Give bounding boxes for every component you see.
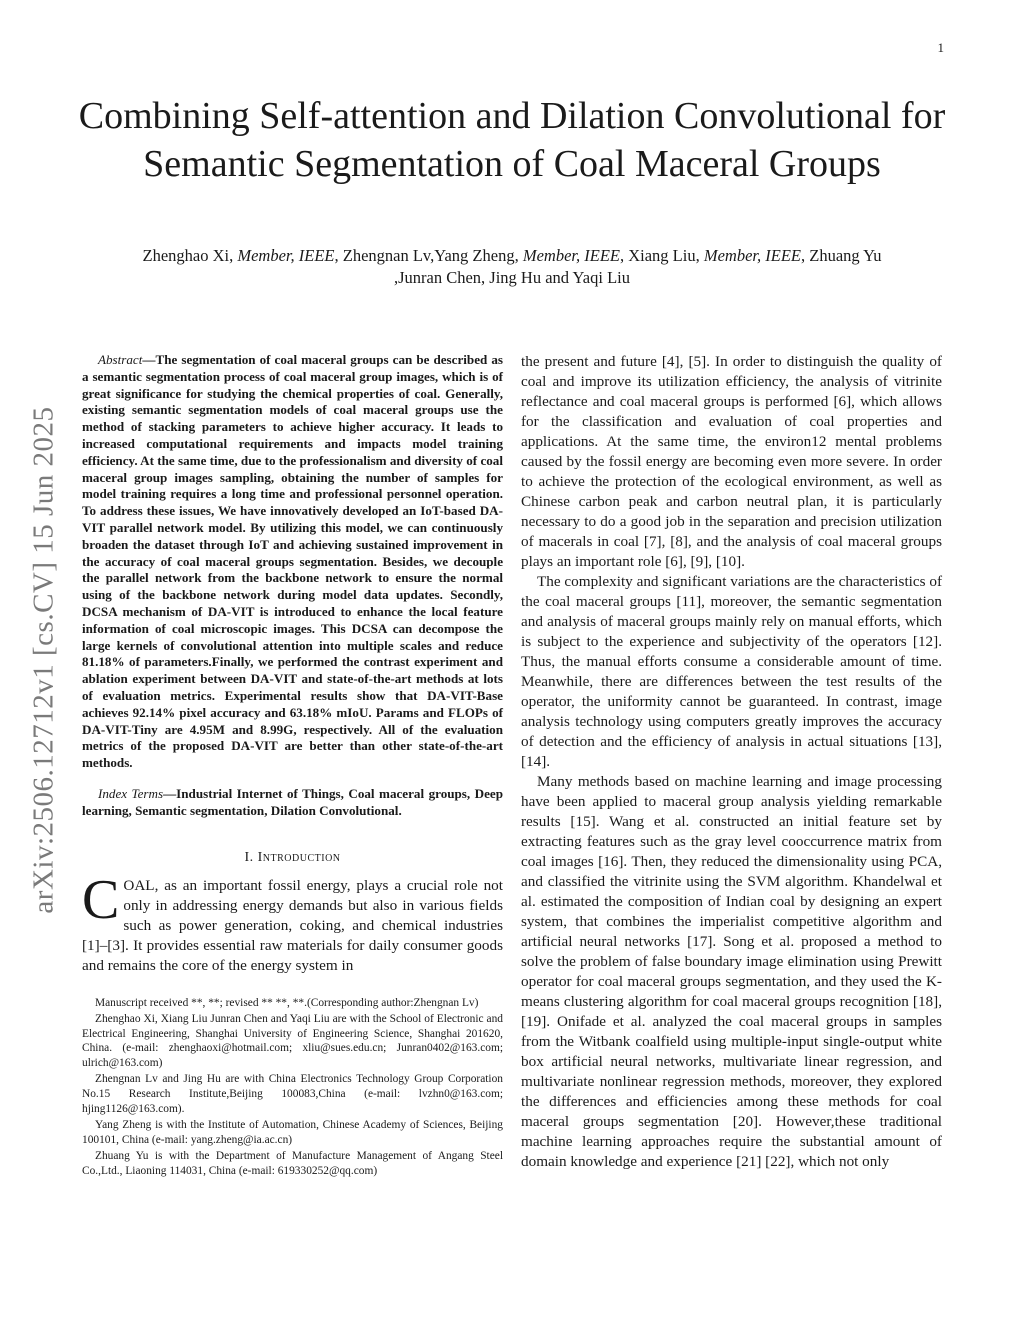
author-text: , Zhuang Yu: [801, 246, 882, 265]
left-column: [82, 352, 503, 1181]
author-text: , Zhengnan Lv,Yang Zheng,: [334, 246, 523, 265]
footnote-affiliation: Yang Zheng is with the Institute of Automation, Chinese Academy of Sciences, Beijing 100101, China (e-mail: yang.zheng@ia.ac.cn): [82, 1119, 503, 1146]
footnotes: [82, 996, 503, 1179]
author-line-1: [70, 245, 954, 267]
em-dash: —: [163, 785, 177, 801]
author-line-2: ,Junran Chen, Jing Hu and Yaqi Liu: [393, 268, 631, 287]
paper-title: Combining Self-attention and Dilation Convolutional for Semantic Segmentation of Coal Maceral Groups: [78, 95, 946, 185]
abstract-text: The segmentation of coal maceral groups can be described as a semantic segmentation process of coal maceral group images, which is of great significance for studying the chemical properties of coal. Generally, existing semantic segmentation models of coal maceral groups use the method of stacking parameters to achieve higher accuracy. It leads to increased computational requirements and impacts model training efficiency. At the same time, due to the professionalism and diversity of coal maceral group images sampling, obtaining the number of samples for model training requires a long time and professional personnel operation. To address these issues, We have innovatively developed an IoT-based DA-VIT parallel network model. By utilizing this model, we can continuously broaden the dataset through IoT and achieving sustained improvement in the accuracy of coal maceral groups segmentation. Besides, we decouple the parallel network from the backbone network to ensure the normal using of the backbone network during model data updates. Secondly, DCSA mechanism of DA-VIT is introduced to enhance the local feature information of coal microscopic images. This DCSA can decompose the large kernels of convolutional attention into multiple scales and reduce 81.18% of parameters.Finally, we performed the contrast experiment and ablation experiment between DA-VIT and state-of-the-art methods at lots of evaluation metrics. Experimental results show that DA-VIT-Base achieves 92.14% pixel accuracy and 63.18% mIoU. Params and FLOPs of DA-VIT-Tiny are 4.95M and 8.99G, respectively. All of the evaluation metrics of the proposed DA-VIT are better than other state-of-the-art methods.: [82, 352, 503, 771]
intro-paragraph: OAL, as an important fossil energy, plays a crucial role not only in addressing energy demands but also in various fields such as power generation, coking, and chemical industries [1]–[3]. It provides essential raw materials for daily consumer goods and remains the core of the energy system in: [82, 876, 503, 974]
page-number: 1: [937, 40, 944, 55]
footnote-affiliation: Zhenghao Xi, Xiang Liu Junran Chen and Yaqi Liu are with the School of Electronic and Electrical Engineering, Shanghai University of Engineering Science, Shanghai 201620, China. (e-mail: zhenghaoxi@hotmail.com; xliu@sues.edu.cn; Junran0402@163.com; ulrich@163.com): [82, 1013, 503, 1069]
index-terms-label: Index Terms: [98, 785, 164, 801]
section-number: I.: [244, 849, 258, 865]
footnote-affiliation: Zhengnan Lv and Jing Hu are with China Electronics Technology Group Corporation No.15 Research Institute,Beijing 100083,China (e-mail: lvzhn0@163.com; hjing1126@163.com).: [82, 1073, 503, 1115]
footnote-manuscript: Manuscript received **, **; revised ** **, **.(Corresponding author:Zhengnan Lv): [95, 996, 479, 1009]
body-paragraph: The complexity and significant variations are the characteristics of the coal maceral groups [11], moreover, the semantic segmentation and analysis of maceral groups mainly rely on manual efforts, which is subject to the experience and subjectivity of the operators [12]. Thus, the manual efforts consume a considerable amount of time. Meanwhile, there are differences between the test results of the operator, the uniformity cannot be guaranteed. In contrast, image analysis technology using computers greatly improves the accuracy of detection and the efficiency of analysis in actual situations [13], [14].: [521, 573, 942, 770]
membership: Member, IEEE: [703, 246, 801, 265]
author-list: [70, 245, 954, 289]
footnote-affiliation: Zhuang Yu is with the Department of Manufacture Management of Angang Steel Co.,Ltd., Liaoning 114031, China (e-mail: 619330252@qq.com): [82, 1150, 503, 1178]
body-paragraph: Many methods based on machine learning and image processing have been applied to maceral group analysis yielding remarkable results [15]. Wang et al. constructed an initial feature set by extracting features such as the gray level cooccurrence matrix from coal images [16]. Then, they reduced the dimensionality using PCA, and classified the vitrinite using the SVM algorithm. Khandelwal et al. estimated the composition of Indian coal by designing an expert system, that combines the imperialist competitive algorithm and artificial neural networks [17]. Song et al. proposed a method to solve the problem of false boundary image elimination using Prewitt operator for coal maceral groups segmentation, and they used the K-means clustering algorithm for coal maceral groups recognition [18], [19]. Onifade et al. analyzed the coal maceral groups in samples from the Witbank coalfield using multiple-input single-output white box artificial neural networks, multivariate linear regression, and multivariate nonlinear regression methods, moreover, they explored the differences and efficiencies among these methods for coal maceral groups segmentation [20]. However,these traditional machine learning approaches require the substantial amount of domain knowledge and experience [21] [22], which not only: [521, 773, 942, 1170]
introduction-body: [82, 868, 503, 976]
index-terms-text: Industrial Internet of Things, Coal maceral groups, Deep learning, Semantic segmentation, Dilation Convolutional.: [82, 785, 503, 818]
membership: Member, IEEE: [522, 246, 620, 265]
right-column: [521, 352, 942, 1172]
section-heading-introduction: [82, 850, 503, 866]
membership: Member, IEEE: [237, 246, 335, 265]
section-title: Introduction: [257, 849, 341, 865]
drop-cap: C: [82, 868, 120, 931]
index-terms: [82, 786, 503, 820]
abstract: [82, 352, 503, 772]
author-text: Zhenghao Xi,: [142, 246, 238, 265]
body-paragraph: the present and future [4], [5]. In order to distinguish the quality of coal and improve its utilization efficiency, the analysis of vitrinite reflectance and coal maceral groups is performed [6], which allows for the classification and evaluation of coal properties and applications. At the same time, the environ12 mental problems caused by the fossil energy are becoming even more severe. In order to achieve the protection of the ecological environment, as well as Chinese carbon peak and carbon neutral plan, it is particularly necessary to do a good job in the separation and precision utilization of macerals in coal [7], [8], and the analysis of coal maceral groups plays an important role [6], [9], [10].: [521, 353, 942, 570]
arxiv-identifier[interactable]: arXiv:2506.12712v1 [cs.CV] 15 Jun 2025: [27, 406, 60, 914]
abstract-label: Abstract: [98, 352, 143, 367]
author-text: , Xiang Liu,: [619, 246, 704, 265]
em-dash: —: [142, 352, 156, 367]
